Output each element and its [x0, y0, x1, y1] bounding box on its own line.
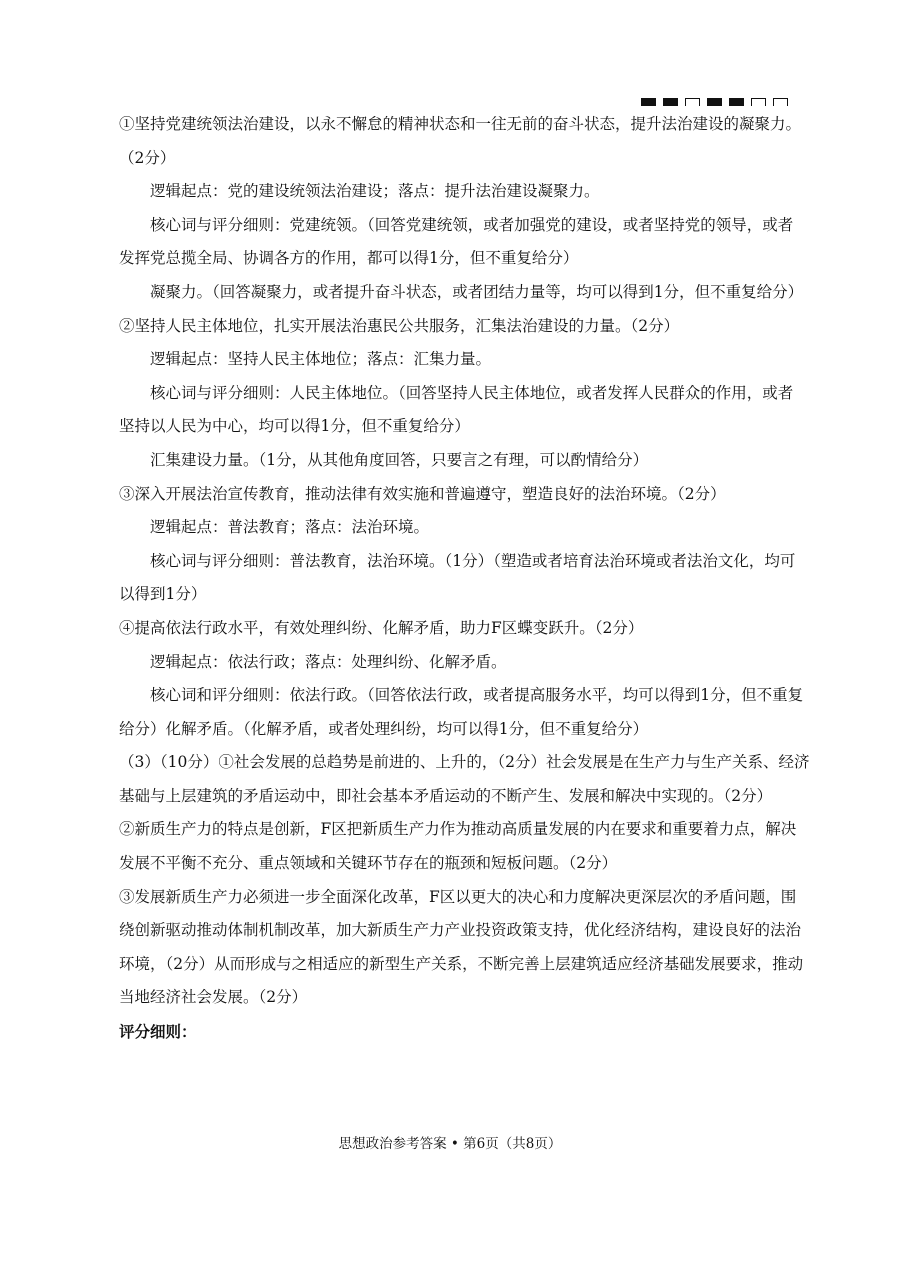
text-line: 以得到1分） [119, 585, 207, 604]
text-line: 凝聚力。（回答凝聚力，或者提升奋斗状态，或者团结力量等，均可以得到1分，但不重复给分） [150, 282, 804, 301]
text-line: 核心词和评分细则：依法行政。（回答依法行政，或者提高服务水平，均可以得到1分，但不重复 [150, 686, 804, 705]
header-marks [641, 98, 788, 106]
text-line: ④提高依法行政水平，有效处理纠纷、化解矛盾，助力F区蝶变跃升。（2分） [119, 618, 644, 637]
text-line: ③深入开展法治宣传教育，推动法律有效实施和普遍遵守，塑造良好的法治环境。（2分） [119, 484, 726, 503]
text-line: 环境，（2分）从而形成与之相适应的新型生产关系，不断完善上层建筑适应经济基础发展要求，推动 [119, 954, 804, 973]
header-mark [729, 98, 744, 106]
text-line: 逻辑起点：依法行政；落点：处理纠纷、化解矛盾。 [150, 652, 507, 671]
text-line: 发挥党总揽全局、协调各方的作用，都可以得1分，但不重复给分） [119, 249, 579, 268]
text-line: 当地经济社会发展。（2分） [119, 988, 308, 1007]
text-line: （3）（10分）①社会发展的总趋势是前进的、上升的，（2分）社会发展是在生产力与生产关系、经济 [119, 753, 810, 772]
text-line: 发展不平衡不充分、重点领域和关键环节存在的瓶颈和短板问题。（2分） [119, 854, 618, 873]
header-mark [685, 98, 700, 106]
answer-lines [119, 108, 819, 1015]
header-mark [641, 98, 656, 106]
text-line: 坚持以人民为中心，均可以得1分，但不重复给分） [119, 417, 470, 436]
text-line: 基础与上层建筑的矛盾运动中，即社会基本矛盾运动的不断产生、发展和解决中实现的。（2分） [119, 786, 773, 805]
text-line: 核心词与评分细则：人民主体地位。（回答坚持人民主体地位，或者发挥人民群众的作用，或者 [150, 383, 794, 402]
text-line: 逻辑起点：坚持人民主体地位；落点：汇集力量。 [150, 350, 492, 369]
header-mark [773, 98, 788, 106]
text-line: ②新质生产力的特点是创新，F区把新质生产力作为推动高质量发展的内在要求和重要着力点，解决 [119, 820, 797, 839]
text-line: （2分） [119, 148, 176, 167]
section-heading: 评分细则： [119, 1022, 197, 1042]
header-mark [663, 98, 678, 106]
header-mark [707, 98, 722, 106]
header-mark [751, 98, 766, 106]
text-line: ②坚持人民主体地位，扎实开展法治惠民公共服务，汇集法治建设的力量。（2分） [119, 316, 680, 335]
text-line: 核心词与评分细则：普法教育，法治环境。（1分）（塑造或者培育法治环境或者法治文化，均可 [150, 551, 796, 570]
text-line: 逻辑起点：党的建设统领法治建设；落点：提升法治建设凝聚力。 [150, 182, 600, 201]
answer-content [119, 108, 819, 1049]
text-line: ①坚持党建统领法治建设，以永不懈怠的精神状态和一往无前的奋斗状态，提升法治建设的凝聚力。 [119, 115, 802, 133]
text-line: 核心词与评分细则：党建统领。（回答党建统领，或者加强党的建设，或者坚持党的领导，或者 [150, 215, 794, 234]
text-line: 给分）化解矛盾。（化解矛盾，或者处理纠纷，均可以得1分，但不重复给分） [119, 719, 649, 738]
text-line: 绕创新驱动推动体制机制改革，加大新质生产力产业投资政策支持，优化经济结构，建设良好的法治 [119, 921, 802, 940]
text-line: 逻辑起点：普法教育；落点：法治环境。 [150, 518, 430, 537]
text-line: ③发展新质生产力必须进一步全面深化改革，F区以更大的决心和力度解决更深层次的矛盾问题，围 [119, 887, 797, 906]
text-line: 汇集建设力量。（1分，从其他角度回答，只要言之有理，可以酌情给分） [150, 450, 649, 469]
page-footer: 思想政治参考答案 • 第6页（共8页） [338, 1136, 562, 1152]
